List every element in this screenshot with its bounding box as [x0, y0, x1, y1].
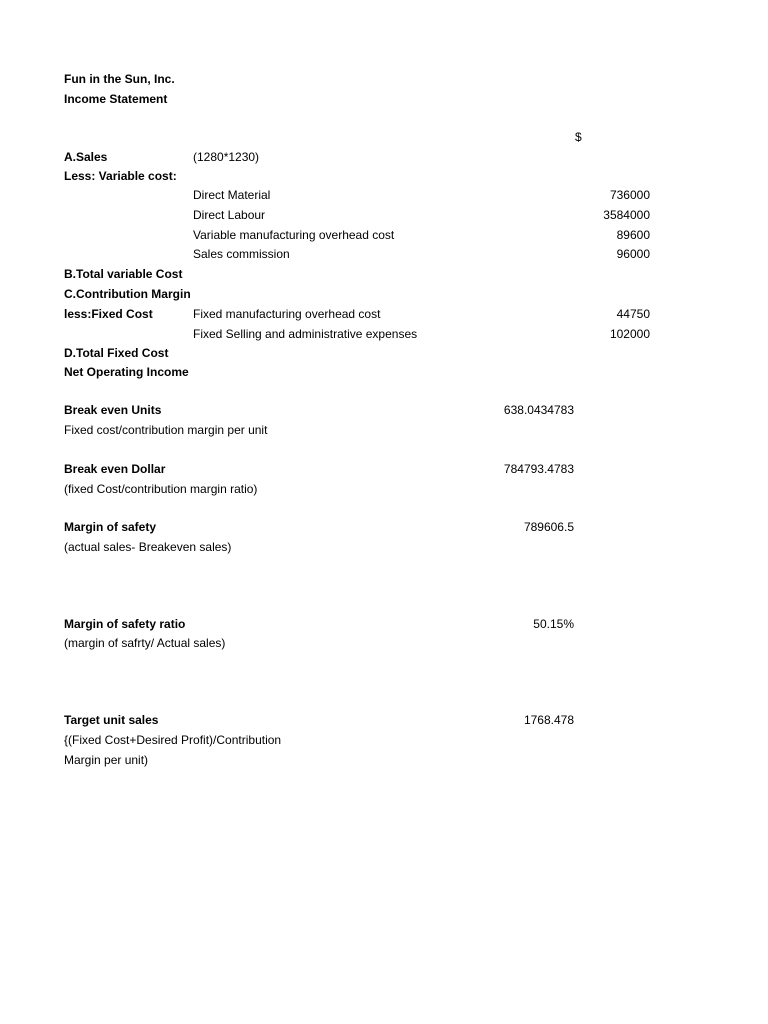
margin-of-safety-formula: (actual sales- Breakeven sales) — [64, 540, 232, 554]
sales-formula: (1280*1230) — [193, 150, 260, 164]
fixed-cost-item-value: 44750 — [616, 307, 650, 321]
currency-symbol: $ — [575, 130, 582, 144]
break-even-dollar-label: Break even Dollar — [64, 462, 166, 476]
net-operating-income-label: Net Operating Income — [64, 365, 189, 379]
variable-cost-item-label: Direct Labour — [193, 208, 266, 222]
total-variable-cost-label: B.Total variable Cost — [64, 267, 183, 281]
target-unit-sales-formula-line1: {(Fixed Cost+Desired Profit)/Contribution — [64, 733, 282, 747]
margin-of-safety-ratio-label: Margin of safety ratio — [64, 617, 186, 631]
variable-cost-item-value: 3584000 — [603, 208, 650, 222]
variable-cost-label: Less: Variable cost: — [64, 169, 177, 183]
fixed-cost-item-label: Fixed manufacturing overhead cost — [193, 307, 381, 321]
break-even-units-label: Break even Units — [64, 403, 162, 417]
variable-cost-item-label: Variable manufacturing overhead cost — [193, 228, 395, 242]
break-even-dollar-formula: (fixed Cost/contribution margin ratio) — [64, 482, 258, 496]
break-even-dollar-value: 784793.4783 — [503, 462, 574, 476]
variable-cost-item-value: 96000 — [616, 247, 650, 261]
statement-title: Income Statement — [64, 92, 168, 106]
target-unit-sales-value: 1768.478 — [523, 713, 574, 727]
target-unit-sales-label: Target unit sales — [64, 713, 159, 727]
contribution-margin-label: C.Contribution Margin — [64, 287, 191, 301]
variable-cost-item-value: 736000 — [609, 188, 650, 202]
variable-cost-item-value: 89600 — [616, 228, 650, 242]
variable-cost-item-label: Direct Material — [193, 188, 271, 202]
fixed-cost-item-label: Fixed Selling and administrative expenses — [193, 327, 418, 341]
fixed-cost-item-value: 102000 — [609, 327, 650, 341]
company-name: Fun in the Sun, Inc. — [64, 72, 175, 86]
sales-label: A.Sales — [64, 150, 108, 164]
margin-of-safety-value: 789606.5 — [523, 520, 574, 534]
total-fixed-cost-label: D.Total Fixed Cost — [64, 346, 169, 360]
margin-of-safety-label: Margin of safety — [64, 520, 157, 534]
break-even-units-formula: Fixed cost/contribution margin per unit — [64, 423, 268, 437]
target-unit-sales-formula-line2: Margin per unit) — [64, 753, 149, 767]
margin-of-safety-ratio-value: 50.15% — [533, 617, 574, 631]
margin-of-safety-ratio-formula: (margin of safrty/ Actual sales) — [64, 636, 226, 650]
break-even-units-value: 638.0434783 — [503, 403, 574, 417]
fixed-cost-label: less:Fixed Cost — [64, 307, 153, 321]
variable-cost-item-label: Sales commission — [193, 247, 290, 261]
